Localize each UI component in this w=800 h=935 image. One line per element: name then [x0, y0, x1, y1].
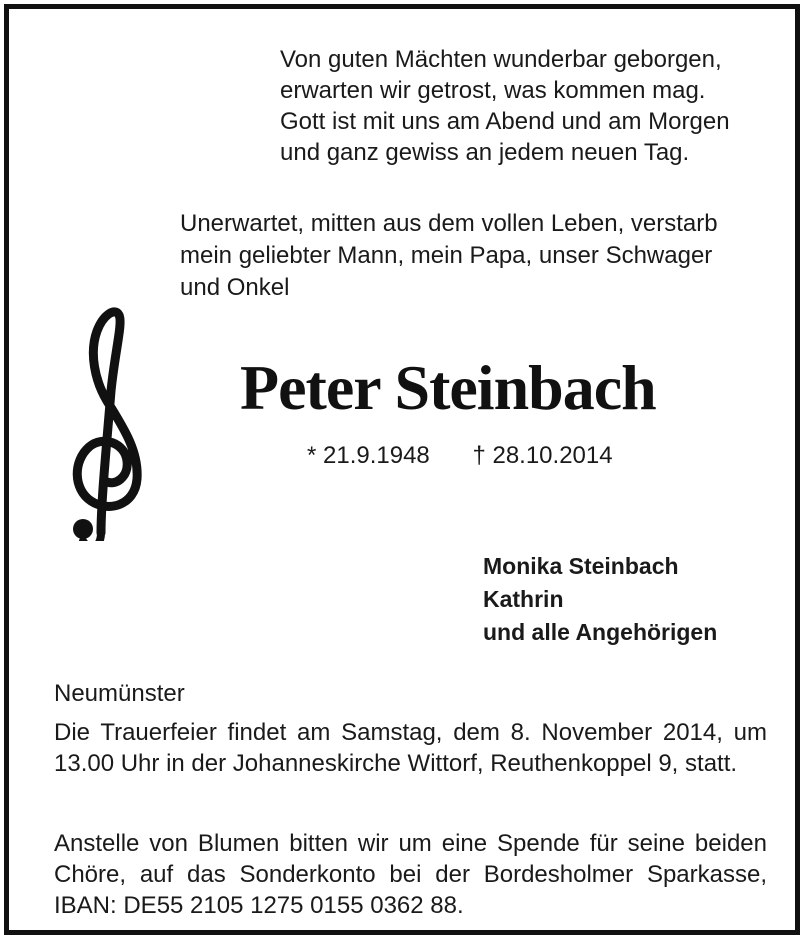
mourner-line: Kathrin [483, 586, 564, 612]
poem-block [280, 44, 730, 168]
obituary-frame [4, 4, 800, 935]
intro-line: Unerwartet, mitten aus dem vollen Leben, verstarb [180, 210, 718, 237]
place-name: Neumünster [54, 680, 185, 707]
intro-line: mein geliebter Mann, mein Papa, unser Schwager [180, 242, 713, 269]
mourner-line: Monika Steinbach [483, 553, 679, 579]
mourners-block [483, 550, 717, 649]
intro-text [180, 208, 718, 304]
poem-line: erwarten wir getrost, was kommen mag. [280, 77, 706, 104]
poem-line: Von guten Mächten wunderbar geborgen, [280, 46, 722, 73]
mourner-line: und alle Angehörigen [483, 619, 718, 645]
donation-notice: Anstelle von Blumen bitten wir um eine Spende für seine beiden Chöre, auf das Sonderkonto bei der Bordesholmer Sparkasse, IBAN: DE55 2105 1275 0155 0362 88. [54, 830, 767, 919]
deceased-name: Peter Steinbach [240, 352, 656, 423]
treble-clef-icon [49, 301, 159, 541]
birth-date: * 21.9.1948 [307, 442, 430, 469]
poem-line: und ganz gewiss an jedem neuen Tag. [280, 139, 690, 166]
poem-line: Gott ist mit uns am Abend und am Morgen [280, 108, 730, 135]
life-dates [307, 441, 613, 471]
intro-line: und Onkel [180, 274, 290, 301]
funeral-notice: Die Trauerfeier findet am Samstag, dem 8. November 2014, um 13.00 Uhr in der Johanneskirche Wittorf, Reuthenkoppel 9, statt. [54, 719, 767, 777]
death-date: † 28.10.2014 [472, 442, 613, 469]
